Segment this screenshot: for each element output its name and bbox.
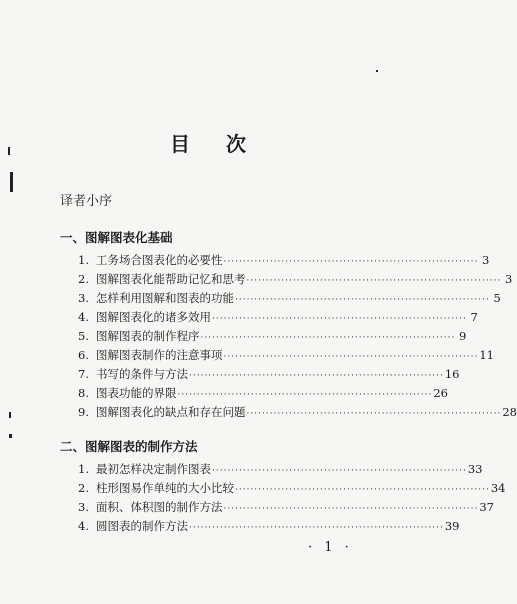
toc-entry[interactable]	[78, 461, 483, 479]
title-char-2: 次	[226, 132, 246, 156]
leader-dots: ··································································	[235, 485, 490, 495]
entry-page: 39	[444, 519, 460, 533]
entry-number: 8.	[78, 386, 89, 400]
entry-title: 图解图表的制作程序	[96, 329, 200, 343]
section-heading-2[interactable]: 二、图解图表的制作方法	[60, 439, 198, 454]
toc-entry[interactable]	[78, 480, 506, 498]
entry-page: 9	[459, 329, 467, 343]
scan-speck	[9, 434, 12, 438]
leader-dots: ··································································	[212, 314, 467, 324]
leader-dots: ··································································	[246, 276, 502, 286]
entry-title: 工务场合图表化的必要性	[96, 253, 223, 267]
entry-title: 图表功能的界限	[96, 386, 177, 400]
entry-number: 9.	[78, 405, 89, 419]
leader-dots: ··································································	[223, 352, 479, 362]
entry-number: 5.	[78, 329, 89, 343]
entry-number: 1.	[78, 462, 89, 476]
entry-title: 图解图表制作的注意事项	[96, 348, 223, 362]
entry-number: 6.	[78, 348, 89, 362]
toc-entry[interactable]	[78, 309, 478, 327]
entry-page: 33	[467, 462, 483, 476]
entry-page: 3	[482, 253, 490, 267]
scan-speck	[9, 412, 11, 418]
entry-number: 4.	[78, 519, 89, 533]
page-number: · 1 ·	[308, 540, 353, 555]
entry-title: 面积、体积图的制作方法	[96, 500, 223, 514]
entry-title: 书写的条件与方法	[96, 367, 188, 381]
toc-entry[interactable]	[78, 385, 448, 403]
leader-dots: ··································································	[200, 333, 456, 343]
entry-title: 图解图表化能帮助记忆和思考	[96, 272, 246, 286]
entry-page: 37	[479, 500, 494, 514]
scan-speck	[8, 147, 10, 155]
leader-dots: ··································································	[235, 295, 490, 305]
entry-number: 2.	[78, 272, 89, 286]
leader-dots: ··································································	[189, 371, 444, 381]
entry-title: 图解图表化的诸多效用	[96, 310, 211, 324]
entry-title: 圆图表的制作方法	[96, 519, 188, 533]
entry-number: 3.	[78, 500, 89, 514]
entry-page: 7	[470, 310, 478, 324]
entry-number: 3.	[78, 291, 89, 305]
toc-entry[interactable]	[78, 328, 467, 346]
toc-entry[interactable]	[78, 366, 460, 384]
toc-entry[interactable]	[78, 499, 494, 517]
toc-entry[interactable]	[78, 271, 513, 289]
toc-entry[interactable]	[78, 252, 490, 270]
entry-title: 最初怎样决定制作图表	[96, 462, 211, 476]
section-heading-1[interactable]: 一、图解图表化基础	[60, 230, 173, 245]
scan-speck	[10, 172, 13, 192]
entry-page: 34	[490, 481, 506, 495]
entry-number: 1.	[78, 253, 89, 267]
entry-page: 16	[444, 367, 460, 381]
toc-preface-entry[interactable]: 译者小序	[60, 194, 113, 209]
toc-entry[interactable]	[78, 404, 517, 422]
entry-title: 怎样利用图解和图表的功能	[96, 291, 234, 305]
scan-speck	[376, 70, 378, 72]
entry-title: 柱形图易作单纯的大小比较	[96, 481, 234, 495]
leader-dots: ··································································	[223, 504, 479, 514]
entry-page: 3	[505, 272, 513, 286]
entry-number: 4.	[78, 310, 89, 324]
entry-page: 5	[493, 291, 501, 305]
title-char-1: 目	[170, 132, 190, 156]
toc-entry[interactable]	[78, 347, 494, 365]
leader-dots: ··································································	[223, 257, 479, 267]
entry-page: 11	[479, 348, 494, 362]
entry-number: 2.	[78, 481, 89, 495]
entry-number: 7.	[78, 367, 89, 381]
toc-entry[interactable]	[78, 518, 460, 536]
entry-page: 28	[502, 405, 517, 419]
entry-title: 图解图表化的缺点和存在问题	[96, 405, 246, 419]
leader-dots: ··································································	[177, 390, 433, 400]
leader-dots: ··································································	[212, 466, 467, 476]
leader-dots: ··································································	[246, 409, 502, 419]
entry-page: 26	[433, 386, 448, 400]
leader-dots: ··································································	[189, 523, 444, 533]
toc-entry[interactable]	[78, 290, 501, 308]
